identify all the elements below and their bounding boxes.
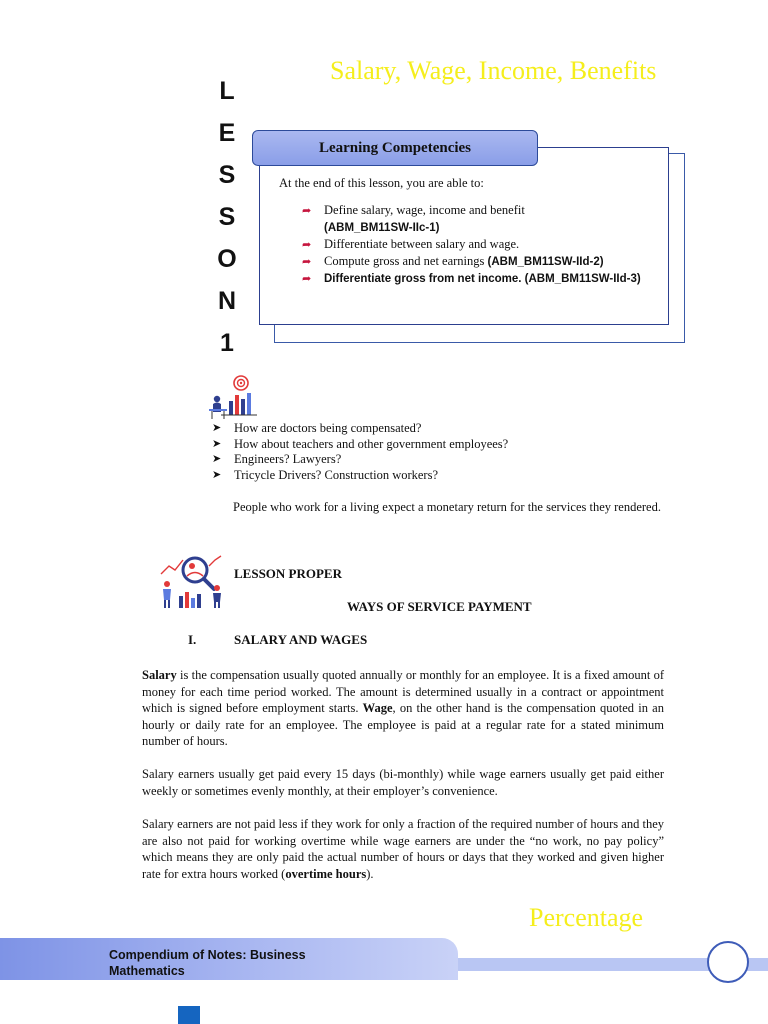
arrowhead-bullet-icon: ➤: [212, 468, 222, 481]
arrowhead-bullet-icon: ➤: [212, 453, 222, 465]
question-text: Tricycle Drivers? Construction workers?: [234, 467, 439, 482]
bold-term: overtime hours: [285, 866, 367, 881]
next-topic-title: Percentage: [529, 903, 644, 932]
lesson-number-vertical: [214, 70, 240, 364]
competency-item: [300, 270, 650, 288]
page-title: Salary, Wage, Income, Benefits: [330, 56, 657, 85]
lesson-letter: S: [218, 161, 236, 189]
arrowhead-bullet-icon: ➤: [212, 437, 222, 450]
list-item: [212, 437, 508, 453]
lesson-letter: E: [218, 119, 236, 147]
lesson-letter: L: [219, 77, 235, 105]
competency-item: [300, 202, 650, 236]
competency-text: Compute gross and net earnings: [324, 253, 485, 268]
list-item: [212, 468, 508, 484]
bold-term: Salary: [142, 668, 177, 682]
competency-item: [300, 253, 650, 271]
competencies-list: [300, 202, 650, 288]
lesson-letter: 1: [220, 329, 234, 357]
competency-item: [300, 236, 650, 253]
competency-text: Define salary, wage, income and benefit: [324, 203, 525, 217]
overtime-paragraph: [142, 816, 664, 882]
list-item: [212, 452, 508, 468]
page-number-circle: [707, 941, 749, 983]
bullet-arrow-icon: ➦: [302, 205, 312, 217]
question-text: How about teachers and other government employees?: [234, 436, 509, 451]
lesson-letter: S: [218, 203, 236, 231]
question-text: Engineers? Lawyers?: [234, 452, 342, 466]
competency-code: Differentiate gross from net income. (ABM_BM11SW-IId-3): [324, 273, 641, 285]
lesson-proper-heading: LESSON PROPER: [234, 566, 342, 581]
paragraph-text: is the compensation usually quoted annually or monthly for an employee. It is a fixed amount of money for each time period worked. The amount is determined usually in a contract or appointment which is signed before employment starts.: [142, 668, 664, 716]
pay-schedule-paragraph: Salary earners usually get paid every 15 days (bi-monthly) while wage earners usually get paid either weekly or sometimes evenly monthly, at their employer’s convenience.: [142, 767, 664, 798]
guide-questions-list: [212, 421, 508, 483]
paragraph-text: ).: [366, 866, 374, 881]
bullet-arrow-icon: ➦: [302, 255, 312, 268]
bold-term: Wage: [362, 701, 393, 716]
analytics-illustration-icon: [207, 375, 259, 421]
competencies-header: Learning Competencies: [252, 130, 538, 166]
section-heading: [188, 632, 367, 648]
intro-paragraph: People who work for a living expect a monetary return for the services they rendered.: [233, 500, 661, 514]
competency-text: Differentiate between salary and wage.: [324, 237, 520, 251]
question-text: How are doctors being compensated?: [234, 421, 422, 435]
salary-wage-paragraph: [142, 667, 664, 750]
footer-title: Compendium of Notes: Business Mathematics: [109, 948, 306, 978]
lesson-letter: O: [217, 245, 237, 273]
competency-code: (ABM_BM11SW-IId-2): [487, 255, 604, 268]
arrowhead-bullet-icon: ➤: [212, 422, 222, 434]
search-analytics-illustration-icon: [157, 552, 227, 610]
competencies-intro: At the end of this lesson, you are able to:: [279, 176, 484, 190]
section-title: SALARY AND WAGES: [234, 632, 368, 647]
bullet-arrow-icon: ➦: [302, 273, 312, 285]
paragraph-text: , on the other hand is the compensation quoted in an hourly or daily rate for an employee. The employee is paid at a regular rate for a stated minimum number of hours.: [142, 701, 664, 749]
lesson-letter: N: [217, 287, 237, 315]
bullet-arrow-icon: ➦: [302, 239, 312, 251]
list-item: [212, 421, 508, 437]
competency-code: (ABM_BM11SW-IIc-1): [324, 221, 440, 234]
section-number: I.: [188, 632, 197, 647]
corner-decoration: [178, 1006, 200, 1024]
paragraph-text: Salary earners are not paid less if they work for only a fraction of the required number of hours and they are also not paid for working overtime while wage earners are under the “no work, no pay policy” which means they are only paid the actual number of hours or days that they worked and given higher rate for extra hours worked (: [142, 817, 664, 881]
ways-heading: WAYS OF SERVICE PAYMENT: [347, 599, 532, 614]
